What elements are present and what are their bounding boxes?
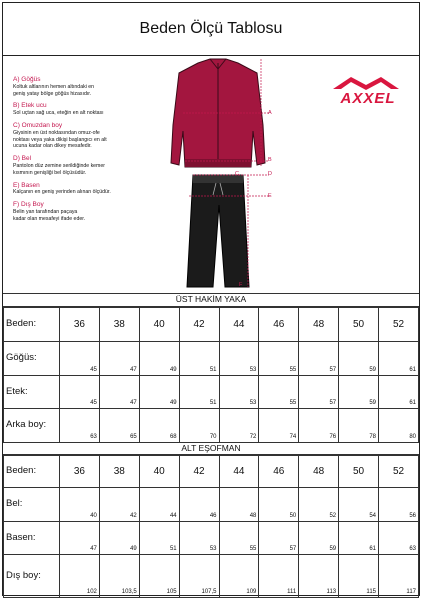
value-cell: 57 [299,376,339,409]
value-cell: 56 [379,488,419,522]
legend-text: Sol uçtan sağ uca, eteğin en alt noktası [13,110,104,117]
size-header-cell: 38 [99,308,139,342]
size-header-cell: 42 [179,456,219,488]
value-cell: 53 [219,376,259,409]
value-cell: 42 [99,488,139,522]
value-cell: 113 [299,555,339,598]
value-cell: 80 [379,409,419,443]
value-cell: 44 [139,488,179,522]
legend-heading: A) Göğüs [13,76,41,83]
legend-text: kısmının genişliği bel ölçüsüdür. [13,169,87,176]
table-row [4,342,419,376]
value-cell: 51 [139,522,179,555]
row-label: Basen: [4,522,60,555]
value-cell: 57 [299,342,339,376]
table-row [4,488,419,522]
value-cell: 49 [99,522,139,555]
size-header-cell: 52 [379,308,419,342]
bottom-section-title: ALT EŞOFMAN [3,442,419,455]
value-cell: 45 [60,376,100,409]
row-label: Bel: [4,488,60,522]
value-cell: 40 [60,488,100,522]
table-row [4,522,419,555]
row-label: Göğüs: [4,342,60,376]
size-header-row [4,308,419,342]
legend-heading: F) Dış Boy [13,201,44,209]
size-header-cell: 50 [339,308,379,342]
legend-group [13,103,125,117]
value-cell: 74 [259,409,299,443]
legend-group [13,156,125,176]
value-cell: 117 [379,555,419,598]
legend-heading: D) Bel [13,155,32,163]
legend-text: noktası veya yaka dikişi başlangıcı en alt [13,136,107,143]
value-cell: 50 [259,488,299,522]
legend-text: Pantolon düz zemine serildiğinde kemer [13,162,105,169]
value-cell: 47 [99,342,139,376]
legend-text: Giysinin en üst noktasından omuz-ofe [13,129,100,136]
bottom-size-table [3,455,419,598]
value-cell: 59 [339,342,379,376]
legend-text: ucuna kadar olan dikey mesafedir. [13,143,92,150]
value-cell: 55 [259,376,299,409]
value-cell: 46 [179,488,219,522]
table-row [4,376,419,409]
value-cell: 107,5 [179,555,219,598]
row-label: Arka boy: [4,409,60,443]
value-cell: 49 [139,342,179,376]
value-cell: 70 [179,409,219,443]
value-cell: 115 [339,555,379,598]
marker-c: C [235,171,239,177]
value-cell: 57 [259,522,299,555]
value-cell: 45 [60,342,100,376]
brand-name: AXXEL [340,90,396,107]
legend-text: geniş yatay bölge göğüs hizasıdır. [13,90,92,97]
value-cell: 61 [379,342,419,376]
value-cell: 49 [139,376,179,409]
legend-text: Belin yan tarafından paçaya [13,208,78,215]
row-label: Dış boy: [4,555,60,598]
marker-a: A [268,110,272,116]
value-cell: 72 [219,409,259,443]
size-header-cell: 40 [139,456,179,488]
value-cell: 111 [259,555,299,598]
brand-mark-icon [331,73,401,91]
table-row [4,409,419,443]
value-cell: 103,5 [99,555,139,598]
size-header-cell: 52 [379,456,419,488]
legend-text: Kalçanın en geniş yerinden alınan ölçüdür. [13,189,111,196]
size-header-cell: 36 [60,308,100,342]
value-cell: 47 [99,376,139,409]
size-header-cell: 36 [60,456,100,488]
legend-text: kadar olan mesafeyi ifade eder. [13,215,86,222]
legend-group [13,202,125,222]
value-cell: 105 [139,555,179,598]
marker-b: B [268,157,272,163]
row-label: Etek: [4,376,60,409]
size-label: Beden: [4,308,60,342]
value-cell: 63 [60,409,100,443]
value-cell: 102 [60,555,100,598]
value-cell: 68 [139,409,179,443]
measurement-legend [13,73,125,229]
value-cell: 52 [299,488,339,522]
value-cell: 109 [219,555,259,598]
value-cell: 61 [339,522,379,555]
size-header-cell: 46 [259,308,299,342]
size-header-cell: 50 [339,456,379,488]
value-cell: 53 [179,522,219,555]
value-cell: 78 [339,409,379,443]
value-cell: 55 [219,522,259,555]
garment-illustration [153,55,283,293]
value-cell: 53 [219,342,259,376]
value-cell: 48 [219,488,259,522]
size-chart-sheet [2,2,420,596]
marker-e: E [268,193,272,199]
value-cell: 54 [339,488,379,522]
value-cell: 59 [299,522,339,555]
marker-f: F [239,282,243,288]
value-cell: 55 [259,342,299,376]
legend-text: Koltuk altlarının hemen altındaki en [13,83,95,90]
value-cell: 63 [379,522,419,555]
value-cell: 76 [299,409,339,443]
size-header-row [4,456,419,488]
legend-group [13,183,125,197]
legend-group [13,77,125,97]
value-cell: 51 [179,342,219,376]
page-title: Beden Ölçü Tablosu [3,3,419,56]
size-header-cell: 38 [99,456,139,488]
size-header-cell: 48 [299,308,339,342]
value-cell: 59 [339,376,379,409]
legend-heading: E) Basen [13,181,40,189]
value-cell: 47 [60,522,100,555]
legend-group [13,123,125,150]
legend-heading: C) Omuzdan boy [13,121,63,129]
legend-heading: B) Etek ucu [13,102,47,110]
top-size-table [3,307,419,443]
value-cell: 61 [379,376,419,409]
size-header-cell: 44 [219,308,259,342]
size-header-cell: 48 [299,456,339,488]
top-section-title: ÜST HAKİM YAKA [3,293,419,307]
value-cell: 65 [99,409,139,443]
size-header-cell: 44 [219,456,259,488]
size-label: Beden: [4,456,60,488]
size-header-cell: 46 [259,456,299,488]
table-row [4,555,419,598]
value-cell: 51 [179,376,219,409]
size-header-cell: 40 [139,308,179,342]
brand-logo [323,73,413,107]
size-header-cell: 42 [179,308,219,342]
marker-d: D [268,171,272,177]
